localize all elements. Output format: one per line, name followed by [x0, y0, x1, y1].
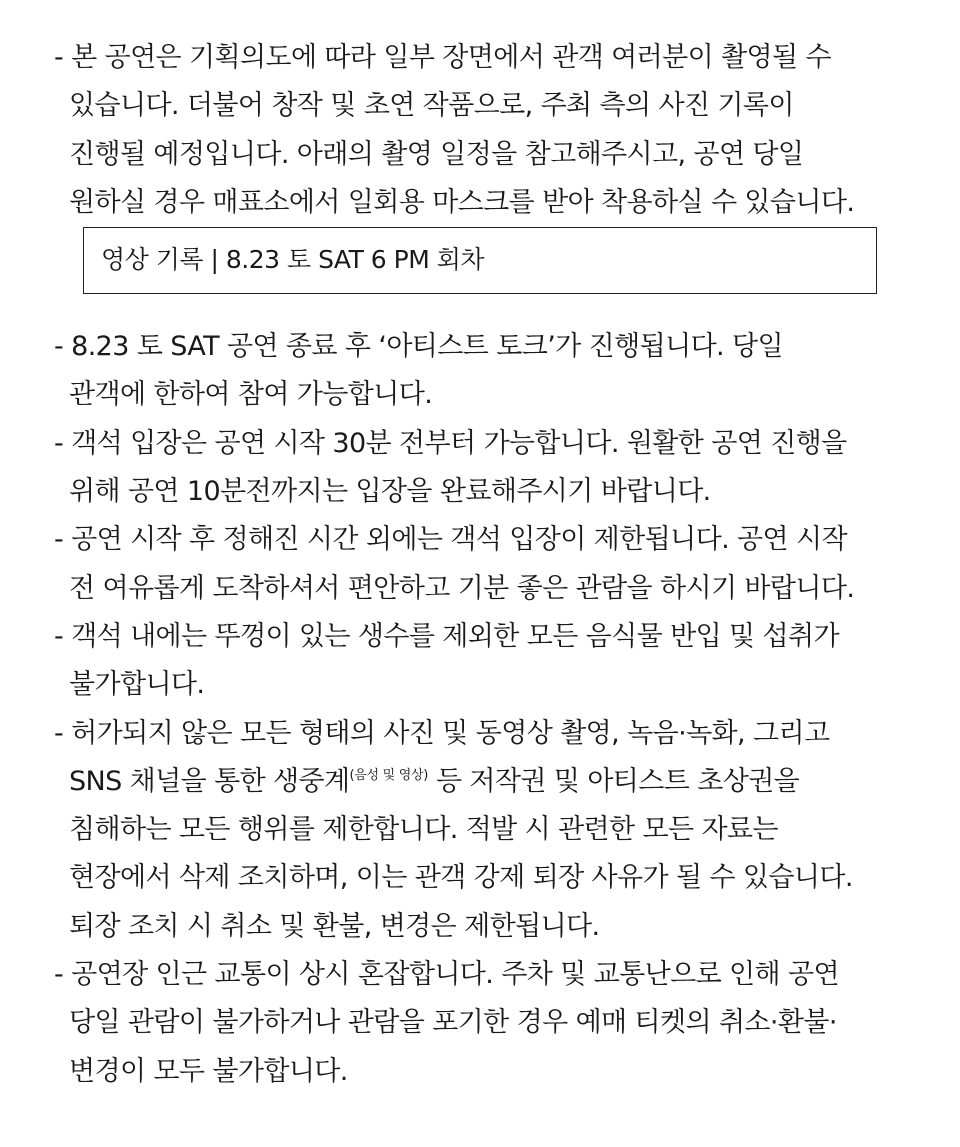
notice-item-artist-talk [54, 323, 924, 420]
notice-line: - 본 공연은 기획의도에 따라 일부 장면에서 관객 여러분이 촬영될 수 [54, 42, 831, 73]
notice-line: - 허가되지 않은 모든 형태의 사진 및 동영상 촬영, 녹음·녹화, 그리고 [54, 717, 830, 749]
notice-line: 불가합니다. [69, 669, 205, 701]
notice-line: - 공연장 인근 교통이 상시 혼잡합니다. 주차 및 교통난으로 인해 공연 [54, 959, 839, 991]
notice-line: 전 여유롭게 도착하셔서 편안하고 기분 좋은 관람을 하시기 바랍니다. [69, 572, 855, 604]
notice-line: 변경이 모두 불가합니다. [69, 1055, 348, 1087]
notice-item-recording [54, 710, 924, 951]
notice-line: 관객에 한하여 참여 가능합니다. [69, 379, 433, 411]
notice-line: 침해하는 모든 행위를 제한합니다. 적발 시 관련한 모든 자료는 [69, 814, 778, 846]
notice-line: 위해 공연 10분전까지는 입장을 완료해주시기 바랍니다. [69, 476, 711, 508]
notice-line: - 객석 내에는 뚜껑이 있는 생수를 제외한 모든 음식물 반입 및 섭취가 [54, 620, 839, 652]
notice-item-food [54, 613, 924, 710]
notice-line-text: SNS 채널을 통한 생중계 [69, 765, 350, 797]
notice-line: 원하실 경우 매표소에서 일회용 마스크를 받아 착용하실 수 있습니다. [69, 186, 855, 218]
notice-line: - 객석 입장은 공연 시작 30분 전부터 가능합니다. 원활한 공연 진행을 [54, 427, 847, 459]
notice-line: - 8.23 토 SAT 공연 종료 후 ‘아티스트 토크’가 진행됩니다. 당일 [54, 331, 783, 363]
notice-line: 당일 관람이 불가하거나 관람을 포기한 경우 예매 티켓의 취소·환불· [69, 1007, 837, 1039]
notice-line: 퇴장 조치 시 취소 및 환불, 변경은 제한됩니다. [69, 910, 600, 942]
notice-line: 현장에서 삭제 조치하며, 이는 관객 강제 퇴장 사유가 될 수 있습니다. [69, 862, 853, 894]
notice-line: - 공연 시작 후 정해진 시간 외에는 객석 입장이 제한됩니다. 공연 시작 [54, 524, 847, 556]
notice-line-text: 등 저작권 및 아티스트 초상권을 [427, 765, 800, 797]
superscript-note: (음성 및 영상) [349, 767, 428, 783]
notice-text [54, 34, 924, 1096]
notice-line: 진행될 예정입니다. 아래의 촬영 일정을 참고해주시고, 공연 당일 [69, 138, 804, 170]
notice-line: 있습니다. 더불어 창작 및 초연 작품으로, 주최 측의 사진 기록이 [69, 90, 794, 122]
notice-item-filming [54, 34, 924, 227]
schedule-box-wrapper [54, 227, 924, 323]
notice-item-traffic [54, 951, 924, 1096]
notice-item-admission [54, 420, 924, 517]
filming-schedule-box: 영상 기록 | 8.23 토 SAT 6 PM 회차 [83, 227, 877, 294]
notice-line [54, 758, 924, 806]
notice-item-late-entry [54, 516, 924, 613]
